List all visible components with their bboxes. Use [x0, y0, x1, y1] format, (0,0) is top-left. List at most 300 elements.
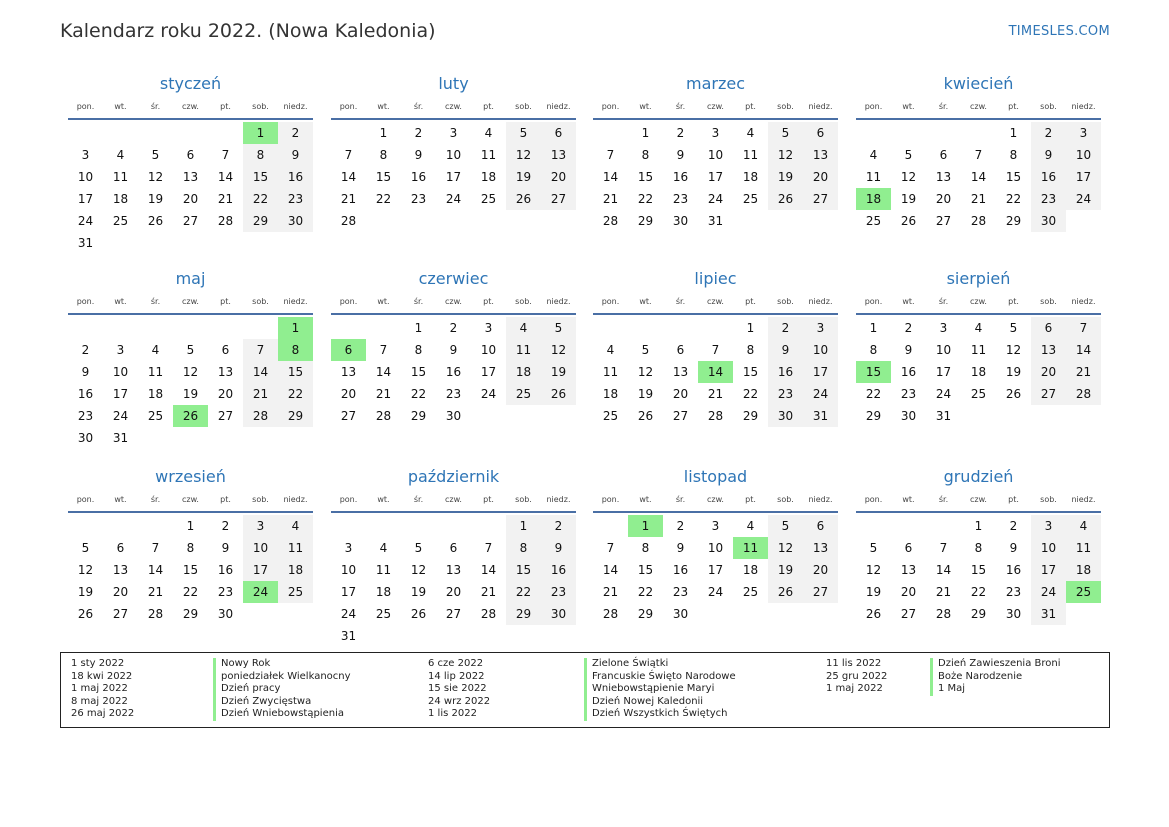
legend-date: 14 lip 2022 [428, 670, 485, 682]
day-cell: 4 [746, 126, 755, 140]
day-cell: 27 [1031, 383, 1066, 405]
day-cell: 6 [221, 343, 230, 357]
day-cell: 12 [147, 170, 164, 184]
day-cell: 19 [768, 559, 803, 581]
weekday-label: niedz. [283, 495, 308, 504]
day-cell: 27 [803, 188, 838, 210]
day-cell: 7 [484, 541, 493, 555]
legend-holiday-name: 1 Maj [930, 683, 1061, 696]
weekday-label: niedz. [808, 297, 833, 306]
day-cell: 20 [340, 387, 357, 401]
day-cell: 13 [541, 144, 576, 166]
day-cell: 18 [602, 387, 619, 401]
holiday-day-cell: 8 [278, 339, 313, 361]
day-cell: 18 [742, 170, 759, 184]
day-cell: 26 [506, 188, 541, 210]
day-cell: 7 [243, 339, 278, 361]
day-cell: 8 [974, 541, 983, 555]
day-cell: 17 [445, 170, 462, 184]
day-cell: 22 [637, 585, 654, 599]
month-name: listopad [683, 467, 748, 486]
day-cell: 2 [1009, 519, 1018, 533]
brand-link[interactable]: TIMESLES.COM [1008, 24, 1110, 39]
day-cell: 7 [606, 148, 615, 162]
day-cell: 17 [1066, 166, 1101, 188]
weekday-label: pon. [864, 102, 883, 111]
weekday-label: wt. [639, 297, 652, 306]
day-cell: 5 [541, 317, 576, 339]
day-cell: 26 [77, 607, 94, 621]
weekday-label: niedz. [1071, 495, 1096, 504]
day-cell: 2 [904, 321, 913, 335]
legend-date: 6 cze 2022 [428, 658, 484, 669]
days-grid [331, 122, 576, 232]
day-cell: 12 [410, 563, 427, 577]
day-cell: 15 [742, 365, 759, 379]
empty-cell [471, 515, 506, 537]
weekday-label: wt. [377, 495, 390, 504]
day-cell: 20 [900, 585, 917, 599]
day-cell: 10 [803, 339, 838, 361]
weekday-label: pt. [220, 102, 231, 111]
day-cell: 4 [1066, 515, 1101, 537]
day-cell: 15 [506, 559, 541, 581]
day-cell: 15 [410, 365, 427, 379]
day-cell: 7 [711, 343, 720, 357]
day-cell: 19 [147, 192, 164, 206]
day-cell: 25 [602, 409, 619, 423]
weekday-label: czw. [970, 297, 987, 306]
month-6 [331, 268, 576, 427]
day-cell: 24 [1066, 188, 1101, 210]
day-cell: 9 [221, 541, 230, 555]
legend-holiday-name: Dzień Wszystkich Świętych [584, 708, 736, 721]
holiday-day-cell: 14 [698, 361, 733, 383]
day-cell: 16 [217, 563, 234, 577]
day-cell: 9 [414, 148, 423, 162]
day-cell: 16 [410, 170, 427, 184]
day-cell: 4 [746, 519, 755, 533]
empty-cell [366, 515, 401, 537]
day-cell: 1 [414, 321, 423, 335]
day-cell: 6 [1031, 317, 1066, 339]
day-cell: 27 [541, 188, 576, 210]
weekday-label: śr. [675, 495, 686, 504]
day-cell: 2 [1031, 122, 1066, 144]
weekday-label: sob. [515, 102, 532, 111]
empty-cell [243, 317, 278, 339]
day-cell: 6 [939, 148, 948, 162]
day-cell: 30 [445, 409, 462, 423]
weekday-label: czw. [970, 102, 987, 111]
legend-date: 1 maj 2022 [71, 683, 128, 694]
day-cell: 29 [243, 210, 278, 232]
weekday-label: sob. [1040, 297, 1057, 306]
weekday-header [68, 292, 313, 315]
empty-cell [208, 122, 243, 144]
holiday-legend [60, 652, 1110, 728]
day-cell: 7 [344, 148, 353, 162]
weekday-label: czw. [445, 102, 462, 111]
day-cell: 21 [217, 192, 234, 206]
day-cell: 7 [1066, 317, 1101, 339]
day-cell: 22 [742, 387, 759, 401]
weekday-label: czw. [182, 102, 199, 111]
day-cell: 30 [217, 607, 234, 621]
day-cell: 28 [375, 409, 392, 423]
weekday-header [593, 97, 838, 120]
weekday-label: śr. [938, 297, 949, 306]
day-cell: 1 [641, 126, 650, 140]
weekday-label: pt. [220, 495, 231, 504]
day-cell: 18 [742, 563, 759, 577]
day-cell: 23 [278, 188, 313, 210]
day-cell: 9 [904, 343, 913, 357]
day-cell: 22 [506, 581, 541, 603]
days-grid [593, 122, 838, 232]
day-cell: 25 [112, 214, 129, 228]
day-cell: 3 [803, 317, 838, 339]
day-cell: 10 [445, 148, 462, 162]
day-cell: 10 [77, 170, 94, 184]
empty-cell [138, 317, 173, 339]
day-cell: 9 [676, 541, 685, 555]
day-cell: 17 [340, 585, 357, 599]
empty-cell [68, 515, 103, 537]
day-cell: 13 [182, 170, 199, 184]
day-cell: 20 [1031, 361, 1066, 383]
day-cell: 7 [151, 541, 160, 555]
day-cell: 28 [1066, 383, 1101, 405]
month-10 [331, 466, 576, 647]
day-cell: 29 [1005, 214, 1022, 228]
day-cell: 27 [935, 214, 952, 228]
day-cell: 21 [707, 387, 724, 401]
day-cell: 26 [637, 409, 654, 423]
legend-holiday-name: Dzień Wniebowstąpienia [213, 708, 351, 721]
month-name: grudzień [943, 467, 1014, 486]
month-name: lipiec [694, 269, 737, 288]
empty-cell [103, 515, 138, 537]
day-cell: 28 [217, 214, 234, 228]
day-cell: 22 [182, 585, 199, 599]
days-grid [856, 317, 1101, 427]
day-cell: 19 [637, 387, 654, 401]
holiday-day-cell: 15 [856, 361, 891, 383]
day-cell: 8 [869, 343, 878, 357]
day-cell: 14 [147, 563, 164, 577]
weekday-header [331, 490, 576, 513]
day-cell: 6 [676, 343, 685, 357]
weekday-label: wt. [902, 297, 915, 306]
day-cell: 15 [375, 170, 392, 184]
days-grid [68, 515, 313, 625]
day-cell: 12 [900, 170, 917, 184]
day-cell: 31 [803, 405, 838, 427]
day-cell: 16 [445, 365, 462, 379]
weekday-label: pt. [483, 297, 494, 306]
weekday-label: czw. [445, 297, 462, 306]
day-cell: 19 [541, 361, 576, 383]
day-cell: 13 [803, 144, 838, 166]
holiday-day-cell: 1 [278, 317, 313, 339]
weekday-label: sob. [252, 102, 269, 111]
month-3 [593, 73, 838, 232]
day-cell: 18 [970, 365, 987, 379]
month-name: marzec [685, 74, 745, 93]
day-cell: 21 [935, 585, 952, 599]
day-cell: 25 [375, 607, 392, 621]
weekday-label: pon. [601, 102, 620, 111]
weekday-header [331, 97, 576, 120]
weekday-label: niedz. [546, 495, 571, 504]
weekday-label: sob. [252, 297, 269, 306]
weekday-label: śr. [413, 297, 424, 306]
weekday-label: czw. [707, 495, 724, 504]
day-cell: 30 [1031, 210, 1066, 232]
weekday-label: pt. [745, 297, 756, 306]
day-cell: 3 [711, 519, 720, 533]
day-cell: 30 [900, 409, 917, 423]
legend-holiday-name: poniedziałek Wielkanocny [213, 671, 351, 684]
weekday-label: sob. [777, 297, 794, 306]
day-cell: 29 [506, 603, 541, 625]
day-cell: 19 [900, 192, 917, 206]
weekday-label: śr. [150, 495, 161, 504]
day-cell: 11 [480, 148, 497, 162]
day-cell: 7 [379, 343, 388, 357]
day-cell: 11 [970, 343, 987, 357]
weekday-label: pt. [483, 495, 494, 504]
day-cell: 25 [147, 409, 164, 423]
weekday-header [68, 490, 313, 513]
day-cell: 17 [77, 192, 94, 206]
day-cell: 3 [1031, 515, 1066, 537]
day-cell: 17 [707, 563, 724, 577]
day-cell: 10 [935, 343, 952, 357]
day-cell: 9 [1009, 541, 1018, 555]
day-cell: 8 [641, 148, 650, 162]
weekday-label: pon. [339, 297, 358, 306]
day-cell: 24 [340, 607, 357, 621]
day-cell: 15 [970, 563, 987, 577]
day-cell: 5 [1009, 321, 1018, 335]
day-cell: 5 [81, 541, 90, 555]
weekday-label: śr. [938, 102, 949, 111]
day-cell: 16 [672, 170, 689, 184]
weekday-label: niedz. [283, 297, 308, 306]
day-cell: 15 [278, 361, 313, 383]
day-cell: 28 [147, 607, 164, 621]
empty-cell [961, 122, 996, 144]
day-cell: 8 [243, 144, 278, 166]
day-cell: 22 [375, 192, 392, 206]
weekday-label: niedz. [1071, 102, 1096, 111]
day-cell: 3 [243, 515, 278, 537]
day-cell: 13 [340, 365, 357, 379]
weekday-label: śr. [150, 102, 161, 111]
day-cell: 8 [1009, 148, 1018, 162]
day-cell: 18 [278, 559, 313, 581]
day-cell: 10 [480, 343, 497, 357]
weekday-label: sob. [252, 495, 269, 504]
weekday-label: czw. [707, 102, 724, 111]
day-cell: 14 [1066, 339, 1101, 361]
day-cell: 23 [900, 387, 917, 401]
weekday-label: pon. [864, 297, 883, 306]
day-cell: 11 [506, 339, 541, 361]
legend-holiday-name: Dzień Nowej Kaledonii [584, 696, 736, 709]
legend-date: 1 lis 2022 [428, 708, 477, 719]
day-cell: 20 [803, 166, 838, 188]
day-cell: 31 [112, 431, 129, 445]
empty-cell [208, 317, 243, 339]
empty-cell [628, 317, 663, 339]
day-cell: 3 [81, 148, 90, 162]
month-2 [331, 73, 576, 232]
day-cell: 7 [606, 541, 615, 555]
weekday-header [856, 490, 1101, 513]
day-cell: 5 [641, 343, 650, 357]
day-cell: 26 [900, 214, 917, 228]
legend-dates-col-3 [826, 658, 887, 696]
day-cell: 6 [541, 122, 576, 144]
day-cell: 7 [974, 148, 983, 162]
day-cell: 29 [182, 607, 199, 621]
day-cell: 26 [147, 214, 164, 228]
day-cell: 19 [410, 585, 427, 599]
month-7 [593, 268, 838, 427]
legend-date: 1 maj 2022 [826, 683, 883, 694]
day-cell: 30 [768, 405, 803, 427]
day-cell: 8 [641, 541, 650, 555]
weekday-header [593, 490, 838, 513]
month-1 [68, 73, 313, 254]
empty-cell [103, 122, 138, 144]
day-cell: 9 [768, 339, 803, 361]
day-cell: 27 [672, 409, 689, 423]
day-cell: 18 [480, 170, 497, 184]
day-cell: 21 [480, 585, 497, 599]
day-cell: 2 [541, 515, 576, 537]
weekday-label: śr. [675, 297, 686, 306]
weekday-label: sob. [515, 495, 532, 504]
weekday-label: pon. [601, 297, 620, 306]
day-cell: 24 [480, 387, 497, 401]
legend-holiday-name: Francuskie Święto Narodowe [584, 671, 736, 684]
day-cell: 12 [1005, 343, 1022, 357]
legend-date: 11 lis 2022 [826, 658, 882, 669]
day-cell: 4 [151, 343, 160, 357]
empty-cell [138, 122, 173, 144]
day-cell: 26 [410, 607, 427, 621]
day-cell: 15 [637, 563, 654, 577]
weekday-header [593, 292, 838, 315]
weekday-label: wt. [639, 102, 652, 111]
day-cell: 29 [637, 607, 654, 621]
month-name: maj [175, 269, 206, 288]
empty-cell [926, 122, 961, 144]
weekday-header [856, 292, 1101, 315]
weekday-label: pon. [339, 495, 358, 504]
weekday-label: pt. [745, 495, 756, 504]
day-cell: 2 [414, 126, 423, 140]
holiday-day-cell: 11 [733, 537, 768, 559]
day-cell: 30 [672, 607, 689, 621]
day-cell: 4 [506, 317, 541, 339]
day-cell: 18 [147, 387, 164, 401]
day-cell: 3 [484, 321, 493, 335]
day-cell: 15 [637, 170, 654, 184]
day-cell: 27 [803, 581, 838, 603]
legend-names-col-2 [584, 658, 736, 721]
day-cell: 31 [935, 409, 952, 423]
month-name: kwiecień [943, 74, 1014, 93]
day-cell: 20 [672, 387, 689, 401]
day-cell: 15 [243, 166, 278, 188]
weekday-label: sob. [1040, 495, 1057, 504]
days-grid [593, 317, 838, 427]
day-cell: 14 [480, 563, 497, 577]
day-cell: 25 [865, 214, 882, 228]
day-cell: 30 [672, 214, 689, 228]
day-cell: 17 [707, 170, 724, 184]
month-name: wrzesień [155, 467, 226, 486]
day-cell: 17 [935, 365, 952, 379]
day-cell: 18 [375, 585, 392, 599]
month-8 [856, 268, 1101, 427]
day-cell: 1 [186, 519, 195, 533]
holiday-day-cell: 26 [173, 405, 208, 427]
day-cell: 26 [865, 607, 882, 621]
day-cell: 24 [77, 214, 94, 228]
day-cell: 2 [676, 519, 685, 533]
day-cell: 24 [707, 192, 724, 206]
day-cell: 11 [147, 365, 164, 379]
day-cell: 8 [186, 541, 195, 555]
day-cell: 5 [186, 343, 195, 357]
day-cell: 28 [480, 607, 497, 621]
empty-cell [366, 317, 401, 339]
day-cell: 1 [869, 321, 878, 335]
empty-cell [663, 317, 698, 339]
weekday-label: wt. [902, 495, 915, 504]
day-cell: 23 [445, 387, 462, 401]
day-cell: 23 [1005, 585, 1022, 599]
day-cell: 20 [445, 585, 462, 599]
day-cell: 28 [602, 607, 619, 621]
day-cell: 17 [1031, 559, 1066, 581]
day-cell: 11 [865, 170, 882, 184]
weekday-label: śr. [413, 495, 424, 504]
day-cell: 25 [742, 192, 759, 206]
day-cell: 28 [707, 409, 724, 423]
weekday-header [331, 292, 576, 315]
day-cell: 6 [904, 541, 913, 555]
weekday-label: niedz. [808, 102, 833, 111]
day-cell: 24 [707, 585, 724, 599]
day-cell: 21 [147, 585, 164, 599]
day-cell: 16 [900, 365, 917, 379]
day-cell: 5 [151, 148, 160, 162]
day-cell: 4 [278, 515, 313, 537]
day-cell: 27 [900, 607, 917, 621]
day-cell: 21 [340, 192, 357, 206]
day-cell: 8 [379, 148, 388, 162]
weekday-label: śr. [413, 102, 424, 111]
day-cell: 16 [1005, 563, 1022, 577]
day-cell: 27 [217, 409, 234, 423]
